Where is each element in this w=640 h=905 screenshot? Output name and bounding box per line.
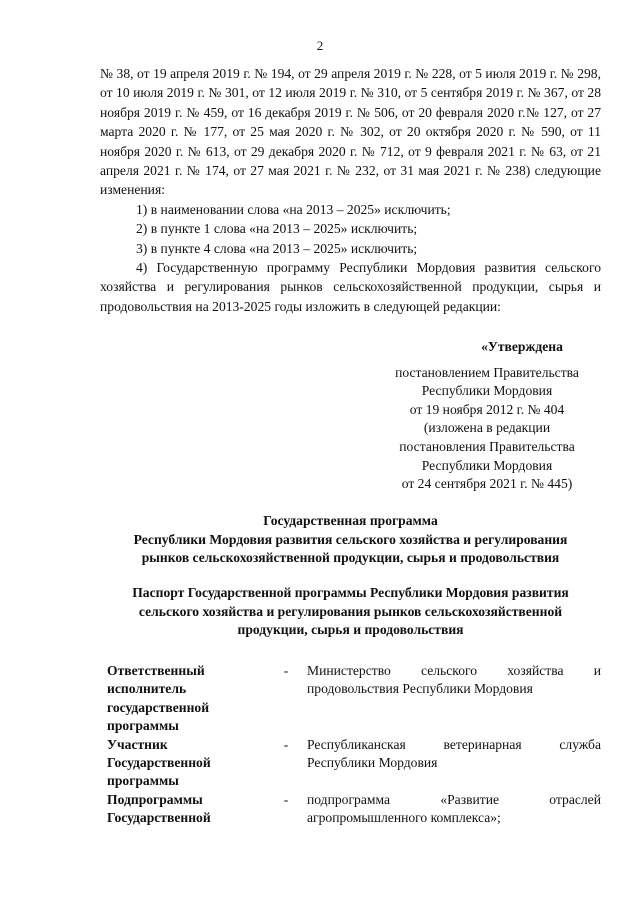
program-title-line: рынков сельскохозяйственной продукции, сырья и продовольствия: [141, 550, 560, 566]
program-title-line: Республики Мордовия развития сельского хозяйства и регулирования: [133, 531, 568, 547]
list-item-4: 4) Государственную программу Республики Мордовия развития сельского хозяйства и регулирования рынков сельскохозяйственной продукции, сырья и продовольствия на 2013-2025 годы изложить в следующей редакции:: [100, 260, 601, 314]
passport-title-line: продукции, сырья и продовольствия: [237, 622, 464, 638]
list-item-3: 3) в пункте 4 слова «на 2013 – 2025» исключить;: [136, 240, 418, 256]
passport-title: [100, 584, 601, 640]
program-title-line: Государственная программа: [263, 513, 438, 528]
page-number: 2: [316, 38, 324, 53]
paragraph-continuation: № 38, от 19 апреля 2019 г. № 194, от 29 апреля 2019 г. № 228, от 5 июля 2019 г. № 298, от 10 июля 2019 г. № 301, от 12 июля 2019 г. № 310, от 5 сентября 2019 г. № 367, от 28 ноября 2019 г. № 459, от 16 декабря 2019 г. № 506, от 20 февраля 2020 г.№ 127, от 27 марта 2020 г. № 177, от 25 мая 2020 г. № 302, от 20 октября 2020 г. № 590, от 11 ноября 2020 г. № 613, от 29 декабря 2020 г. № 712, от 9 февраля 2021 г. № 63, от 21 апреля 2021 г. № 174, от 27 мая 2021 г. № 232, от 31 мая 2021 г. № 238) следующие изменения:: [100, 66, 601, 198]
body-text: [100, 64, 601, 316]
approval-title: «Утверждена: [481, 339, 563, 354]
approval-line: от 19 ноября 2012 г. № 404: [409, 401, 565, 417]
row-label-line: исполнитель: [107, 681, 187, 697]
passport-title-line: сельского хозяйства и регулирования рынков сельскохозяйственной: [138, 603, 563, 619]
approval-line: от 24 сентября 2021 г. № 445): [401, 476, 573, 492]
row-label-line: Ответственный: [107, 663, 205, 678]
row-label-line: программы: [107, 718, 179, 734]
row-dash: -: [283, 791, 289, 807]
row-label-line: Государственной: [107, 755, 211, 771]
row-label: [107, 736, 265, 791]
approval-stamp-block: [362, 338, 612, 494]
row-label-line: Участник: [107, 736, 168, 752]
row-label: [107, 791, 265, 828]
approval-line: Республики Мордовия: [421, 383, 553, 399]
table-row: [107, 791, 601, 828]
row-dash: -: [283, 663, 289, 678]
passport-title-line: Паспорт Государственной программы Республики Мордовия развития: [132, 585, 569, 600]
row-value: подпрограмма «Развитие отраслей агропромышленного комплекса»;: [307, 791, 601, 826]
row-label-line: государственной: [107, 699, 210, 715]
approval-line: постановления Правительства: [399, 438, 575, 454]
row-label-line: Подпрограммы: [107, 791, 203, 807]
list-item-2: 2) в пункте 1 слова «на 2013 – 2025» исключить;: [136, 221, 418, 237]
row-label-line: программы: [107, 773, 179, 789]
row-label: [107, 662, 265, 736]
row-value: Министерство сельского хозяйства и продовольствия Республики Мордовия: [307, 663, 601, 697]
approval-line: (изложена в редакции: [423, 420, 551, 436]
list-item-1: 1) в наименовании слова «на 2013 – 2025» исключить;: [136, 201, 451, 217]
row-label-line: Государственной: [107, 810, 211, 826]
program-title: [100, 512, 601, 568]
approval-line: Республики Мордовия: [421, 457, 553, 473]
passport-table: [107, 662, 601, 828]
table-row: [107, 736, 601, 791]
table-row: [107, 662, 601, 736]
approval-line: постановлением Правительства: [395, 364, 579, 380]
row-value: Республиканская ветеринарная служба Республики Мордовия: [307, 736, 601, 771]
row-dash: -: [283, 736, 289, 752]
